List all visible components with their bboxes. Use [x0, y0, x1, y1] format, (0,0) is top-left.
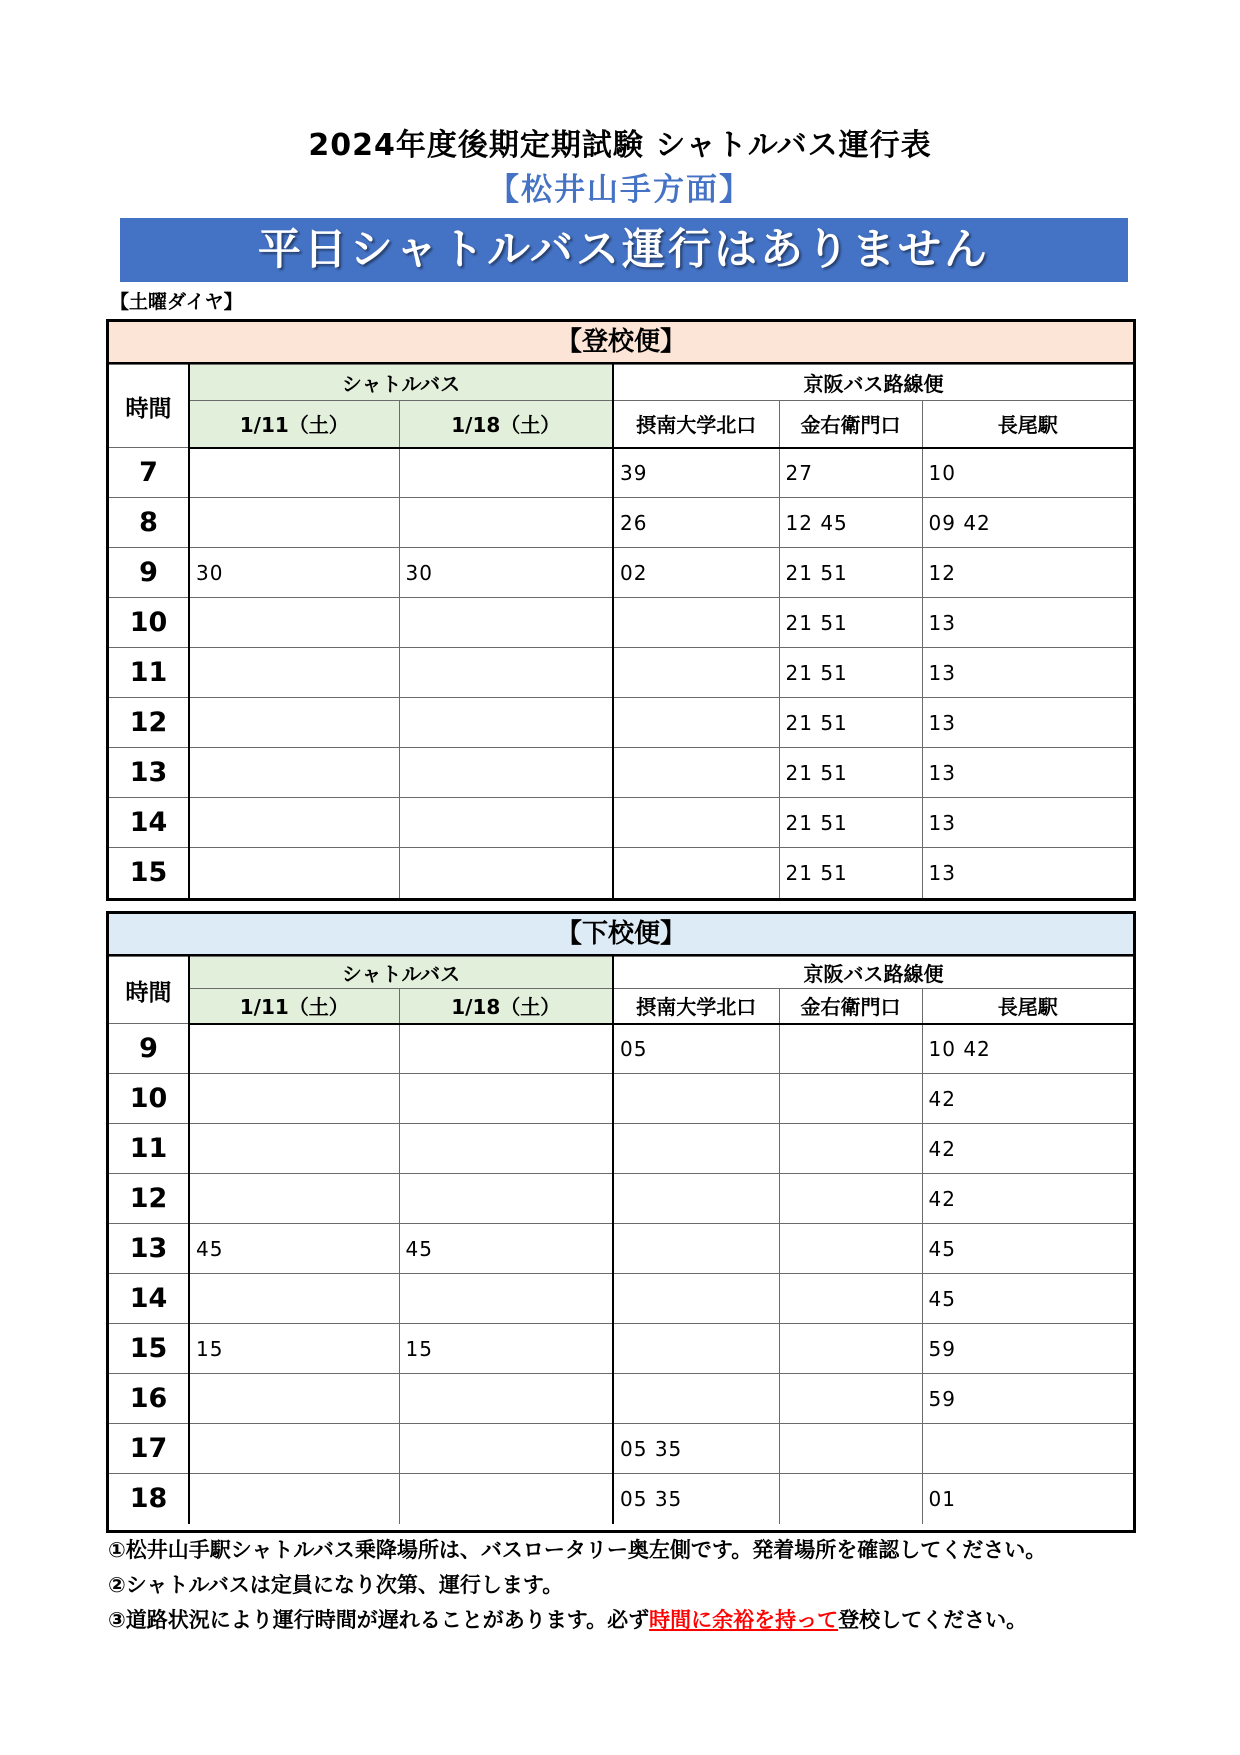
- hour-cell: 11: [109, 648, 189, 698]
- to-school-timetable: [106, 319, 1136, 901]
- col-header: 長尾駅: [922, 989, 1133, 1024]
- hour-cell: 17: [109, 1424, 189, 1474]
- col-header: 長尾駅: [922, 401, 1133, 448]
- time-cell: [189, 848, 399, 898]
- time-cell: 12: [922, 548, 1133, 598]
- time-cell: [779, 1474, 922, 1524]
- time-cell: [779, 1024, 922, 1074]
- time-cell: [189, 1024, 399, 1074]
- time-cell: [189, 598, 399, 648]
- table-row: [109, 1474, 1133, 1524]
- table-row: [109, 1074, 1133, 1124]
- time-cell: 39: [613, 448, 779, 498]
- table-row: [109, 448, 1133, 498]
- time-cell: 09 42: [922, 498, 1133, 548]
- time-cell: [399, 1474, 613, 1524]
- hour-cell: 8: [109, 498, 189, 548]
- table-row: [109, 548, 1133, 598]
- time-cell: 59: [922, 1324, 1133, 1374]
- time-cell: [922, 1424, 1133, 1474]
- time-cell: [613, 648, 779, 698]
- note-3: [108, 1603, 1046, 1638]
- time-cell: 13: [922, 798, 1133, 848]
- time-cell: [189, 1074, 399, 1124]
- note-3-emphasis: 時間に余裕を持って: [649, 1608, 839, 1632]
- time-cell: [399, 1424, 613, 1474]
- time-cell: 45: [922, 1224, 1133, 1274]
- hour-cell: 10: [109, 1074, 189, 1124]
- hour-cell: 10: [109, 598, 189, 648]
- time-cell: 45: [399, 1224, 613, 1274]
- time-cell: 21 51: [779, 698, 922, 748]
- hour-cell: 18: [109, 1474, 189, 1524]
- from-school-table: [109, 956, 1133, 1524]
- time-cell: [613, 748, 779, 798]
- time-cell: [189, 498, 399, 548]
- time-cell: [399, 498, 613, 548]
- time-cell: [189, 748, 399, 798]
- time-cell: [189, 1274, 399, 1324]
- col-header: 摂南大学北口: [613, 401, 779, 448]
- time-cell: [613, 1074, 779, 1124]
- time-cell: [613, 1374, 779, 1424]
- time-cell: 30: [189, 548, 399, 598]
- to-school-title: 【登校便】: [109, 322, 1133, 364]
- notice-banner: 平日シャトルバス運行はありません: [120, 218, 1128, 282]
- time-cell: [399, 1024, 613, 1074]
- time-cell: [189, 698, 399, 748]
- time-cell: 42: [922, 1074, 1133, 1124]
- table-row: [109, 598, 1133, 648]
- hour-cell: 15: [109, 848, 189, 898]
- time-cell: 10 42: [922, 1024, 1133, 1074]
- time-cell: [613, 1324, 779, 1374]
- time-cell: 59: [922, 1374, 1133, 1424]
- time-cell: [399, 1374, 613, 1424]
- notes: [108, 1533, 1046, 1638]
- hour-cell: 9: [109, 1024, 189, 1074]
- time-cell: 05: [613, 1024, 779, 1074]
- from-school-title: 【下校便】: [109, 914, 1133, 956]
- hour-cell: 15: [109, 1324, 189, 1374]
- time-cell: [779, 1124, 922, 1174]
- keihan-group-header: 京阪バス路線便: [613, 365, 1133, 401]
- table-row: [109, 1274, 1133, 1324]
- time-cell: [613, 698, 779, 748]
- table-row: [109, 1174, 1133, 1224]
- time-cell: [399, 1124, 613, 1174]
- time-cell: 13: [922, 748, 1133, 798]
- hour-cell: 14: [109, 1274, 189, 1324]
- page-title: 2024年度後期定期試験 シャトルバス運行表: [308, 128, 932, 163]
- col-header: 1/18（土）: [399, 401, 613, 448]
- time-cell: 13: [922, 848, 1133, 898]
- day-label: 【土曜ダイヤ】: [110, 291, 243, 313]
- time-cell: 13: [922, 648, 1133, 698]
- table-row: [109, 798, 1133, 848]
- time-cell: [613, 798, 779, 848]
- from-school-rows: [109, 1024, 1133, 1524]
- time-cell: [399, 1074, 613, 1124]
- time-cell: 21 51: [779, 648, 922, 698]
- time-cell: [779, 1324, 922, 1374]
- hour-cell: 13: [109, 1224, 189, 1274]
- shuttle-group-header: シャトルバス: [189, 957, 613, 989]
- table-row: [109, 698, 1133, 748]
- time-cell: 05 35: [613, 1424, 779, 1474]
- from-school-timetable: [106, 911, 1136, 1533]
- time-cell: [613, 598, 779, 648]
- time-cell: [189, 1124, 399, 1174]
- time-cell: [779, 1174, 922, 1224]
- time-cell: [399, 698, 613, 748]
- hour-header: 時間: [109, 365, 189, 448]
- time-cell: [613, 1174, 779, 1224]
- time-cell: [399, 1274, 613, 1324]
- hour-cell: 7: [109, 448, 189, 498]
- time-cell: 05 35: [613, 1474, 779, 1524]
- hour-cell: 14: [109, 798, 189, 848]
- time-cell: 13: [922, 598, 1133, 648]
- time-cell: [399, 648, 613, 698]
- note-1: ①松井山手駅シャトルバス乗降場所は、バスロータリー奥左側です。発着場所を確認してください。: [108, 1538, 1047, 1562]
- table-row: [109, 1324, 1133, 1374]
- col-header: 金右衛門口: [779, 401, 922, 448]
- time-cell: [613, 848, 779, 898]
- time-cell: 45: [189, 1224, 399, 1274]
- note-3-text: ③道路状況により運行時間が遅れることがあります。必ず: [108, 1608, 650, 1632]
- time-cell: 10: [922, 448, 1133, 498]
- keihan-group-header: 京阪バス路線便: [613, 957, 1133, 989]
- time-cell: 42: [922, 1124, 1133, 1174]
- time-cell: [189, 1174, 399, 1224]
- time-cell: 15: [189, 1324, 399, 1374]
- time-cell: 21 51: [779, 748, 922, 798]
- time-cell: [779, 1074, 922, 1124]
- time-cell: [613, 1224, 779, 1274]
- hour-cell: 16: [109, 1374, 189, 1424]
- time-cell: 21 51: [779, 598, 922, 648]
- time-cell: 27: [779, 448, 922, 498]
- time-cell: [399, 798, 613, 848]
- time-cell: 45: [922, 1274, 1133, 1324]
- time-cell: 21 51: [779, 798, 922, 848]
- col-header: 1/11（土）: [189, 989, 399, 1024]
- time-cell: [399, 748, 613, 798]
- time-cell: [189, 1424, 399, 1474]
- time-cell: [189, 1474, 399, 1524]
- hour-header: 時間: [109, 957, 189, 1024]
- hour-cell: 9: [109, 548, 189, 598]
- table-row: [109, 748, 1133, 798]
- hour-cell: 12: [109, 698, 189, 748]
- table-row: [109, 848, 1133, 898]
- time-cell: 21 51: [779, 848, 922, 898]
- time-cell: 21 51: [779, 548, 922, 598]
- time-cell: 01: [922, 1474, 1133, 1524]
- col-header: 1/11（土）: [189, 401, 399, 448]
- time-cell: [399, 598, 613, 648]
- time-cell: [779, 1274, 922, 1324]
- time-cell: [189, 448, 399, 498]
- time-cell: 26: [613, 498, 779, 548]
- col-header: 摂南大学北口: [613, 989, 779, 1024]
- note-3-end: 登校してください。: [838, 1608, 1028, 1632]
- time-cell: [189, 648, 399, 698]
- col-header: 金右衛門口: [779, 989, 922, 1024]
- to-school-rows: [109, 448, 1133, 898]
- time-cell: [613, 1124, 779, 1174]
- time-cell: [613, 1274, 779, 1324]
- hour-cell: 11: [109, 1124, 189, 1174]
- time-cell: [399, 1174, 613, 1224]
- time-cell: [779, 1424, 922, 1474]
- table-row: [109, 1224, 1133, 1274]
- time-cell: 42: [922, 1174, 1133, 1224]
- time-cell: 15: [399, 1324, 613, 1374]
- time-cell: 30: [399, 548, 613, 598]
- table-row: [109, 1374, 1133, 1424]
- page-subtitle: 【松井山手方面】: [488, 172, 752, 208]
- col-header: 1/18（土）: [399, 989, 613, 1024]
- time-cell: [399, 448, 613, 498]
- time-cell: [399, 848, 613, 898]
- time-cell: [189, 1374, 399, 1424]
- time-cell: 02: [613, 548, 779, 598]
- note-2: ②シャトルバスは定員になり次第、運行します。: [108, 1573, 564, 1597]
- table-row: [109, 648, 1133, 698]
- table-row: [109, 1124, 1133, 1174]
- hour-cell: 12: [109, 1174, 189, 1224]
- time-cell: [189, 798, 399, 848]
- hour-cell: 13: [109, 748, 189, 798]
- time-cell: [779, 1224, 922, 1274]
- time-cell: 12 45: [779, 498, 922, 548]
- shuttle-group-header: シャトルバス: [189, 365, 613, 401]
- to-school-table: [109, 364, 1133, 898]
- table-row: [109, 1424, 1133, 1474]
- time-cell: 13: [922, 698, 1133, 748]
- table-row: [109, 498, 1133, 548]
- time-cell: [779, 1374, 922, 1424]
- table-row: [109, 1024, 1133, 1074]
